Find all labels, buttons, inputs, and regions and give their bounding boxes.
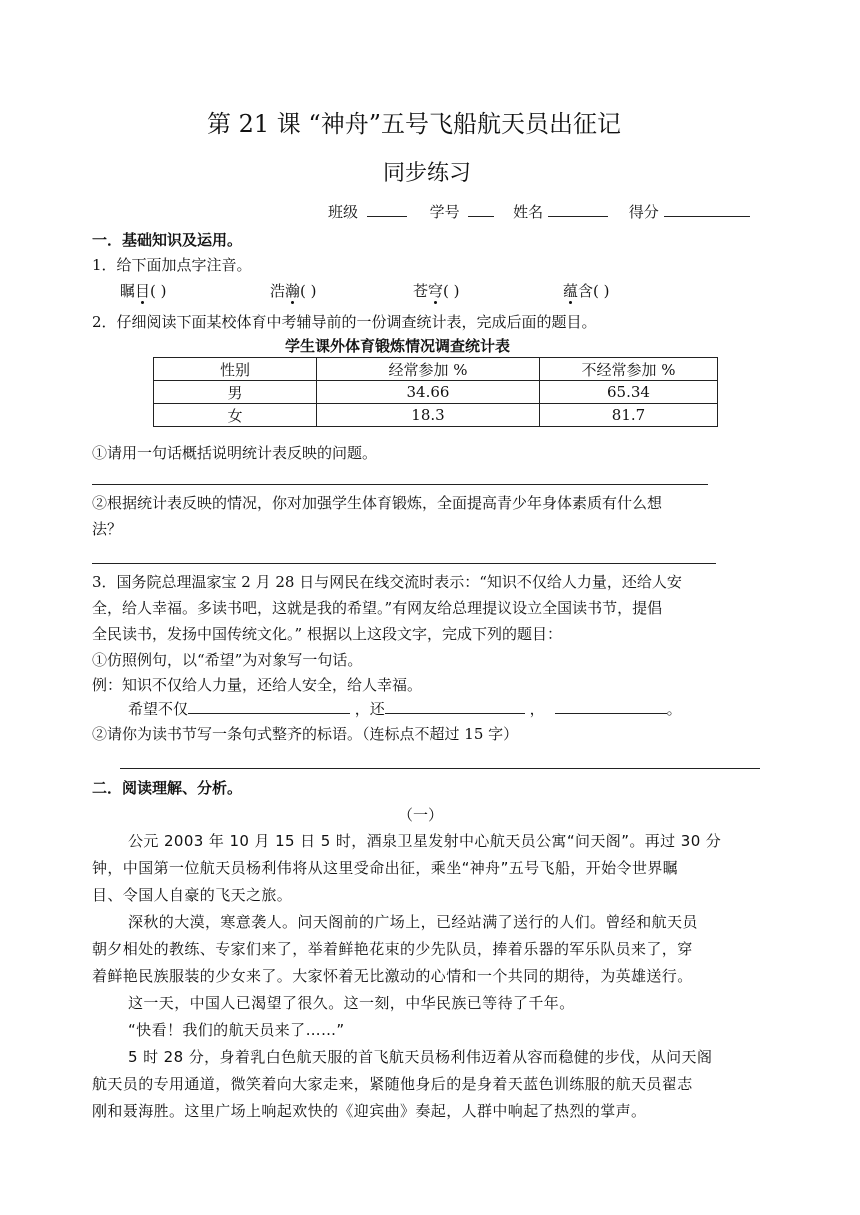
fill-blank-2[interactable]	[385, 697, 525, 714]
dotted-char: 瀚	[285, 282, 301, 300]
q2-sub2-line2: 法？	[92, 520, 123, 538]
fill-blank-3[interactable]	[555, 697, 667, 714]
table-cell: 34.66	[317, 381, 540, 404]
name-label: 姓名	[513, 203, 544, 221]
q3-example: 例：知识不仅给人力量，还给人安全，给人幸福。	[92, 676, 423, 694]
section2-heading: 二．阅读理解、分析。	[92, 779, 243, 797]
q1-word-4: 蕴含( )	[563, 282, 610, 300]
score-label: 得分	[628, 203, 659, 221]
q1-word-1: 瞩目( )	[120, 282, 167, 300]
number-label: 学号	[429, 203, 460, 221]
answer-line[interactable]	[92, 563, 716, 564]
fill-end: 。	[666, 700, 682, 718]
dotted-char: 蕴	[563, 282, 579, 300]
passage-line: 5 时 28 分，身着乳白色航天服的首飞航天员杨利伟迈着从容而稳健的步伐，从问天阁	[128, 1048, 713, 1066]
table-cell: 81.7	[540, 404, 718, 427]
class-field[interactable]	[367, 200, 407, 217]
passage-line: 公元 2003 年 10 月 15 日 5 时，酒泉卫星发射中心航天员公寓“问天阁”。再过 30 分	[128, 832, 722, 850]
q2-sub1: ①请用一句话概括说明统计表反映的问题。	[92, 444, 378, 462]
q1-prompt: 1．给下面加点字注音。	[92, 256, 252, 274]
q3-sub2: ②请你为读书节写一条句式整齐的标语。（连标点不超过 15 字）	[92, 725, 519, 743]
fill-lead: 希望不仅	[128, 700, 189, 718]
passage-line: “快看！我们的航天员来了……”	[128, 1021, 345, 1039]
number-field[interactable]	[468, 200, 494, 217]
score-field[interactable]	[664, 200, 750, 217]
reading-part-label: （一）	[398, 806, 444, 824]
passage-line: 这一天，中国人已渴望了很久。这一刻，中华民族已等待了千年。	[128, 994, 575, 1012]
passage-line: 朝夕相处的教练、专家们来了，举着鲜艳花束的少先队员，捧着乐器的军乐队员来了，穿	[92, 940, 693, 958]
table-header-cell: 性别	[154, 358, 317, 381]
answer-line[interactable]	[92, 484, 708, 485]
fill-sep: ，	[529, 700, 545, 718]
table-header-cell: 不经常参加 %	[540, 358, 718, 381]
class-label: 班级	[328, 203, 359, 221]
table-cell: 女	[154, 404, 317, 427]
passage-line: 着鲜艳民族服装的少女来了。大家怀着无比激动的心情和一个共同的期待，为英雄送行。	[92, 967, 693, 985]
table-cell: 18.3	[317, 404, 540, 427]
passage-line: 深秋的大漠，寒意袭人。问天阁前的广场上，已经站满了送行的人们。曾经和航天员	[128, 913, 698, 931]
table-header-row	[154, 358, 718, 381]
passage-line: 刚和聂海胜。这里广场上响起欢快的《迎宾曲》奏起，人群中响起了热烈的掌声。	[92, 1102, 647, 1120]
dotted-char: 目	[135, 282, 151, 300]
table-row	[154, 381, 718, 404]
student-info-row	[328, 200, 750, 224]
answer-line[interactable]	[120, 768, 760, 769]
passage-line: 钟，中国第一位航天员杨利伟将从这里受命出征，乘坐“神舟”五号飞船，开始令世界瞩	[92, 859, 679, 877]
q3-line2: 全，给人幸福。多读书吧，这就是我的希望。”有网友给总理提议设立全国读书节，提倡	[92, 599, 663, 617]
table-cell: 65.34	[540, 381, 718, 404]
name-field[interactable]	[548, 200, 608, 217]
section1-heading: 一．基础知识及运用。	[92, 231, 243, 249]
table-row	[154, 404, 718, 427]
q1-word-2: 浩瀚( )	[270, 282, 317, 300]
page-subtitle: 同步练习	[383, 161, 472, 186]
page-title: 第 21 课 “神舟”五号飞船航天员出征记	[207, 110, 621, 138]
fill-blank-1[interactable]	[188, 697, 350, 714]
passage-line: 目、令国人自豪的飞天之旅。	[92, 886, 293, 904]
q3-sub1: ①仿照例句，以“希望”为对象写一句话。	[92, 651, 363, 669]
table-title: 学生课外体育锻炼情况调查统计表	[285, 337, 511, 355]
dotted-char: 穹	[428, 282, 444, 300]
q2-sub2-line1: ②根据统计表反映的情况，你对加强学生体育锻炼，全面提高青少年身体素质有什么想	[92, 494, 663, 512]
passage-line: 航天员的专用通道，微笑着向大家走来，紧随他身后的是身着天蓝色训练服的航天员翟志	[92, 1075, 693, 1093]
q3-line3: 全民读书，发扬中国传统文化。” 根据以上这段文字，完成下列的题目：	[92, 625, 562, 643]
survey-table	[153, 357, 718, 427]
table-cell: 男	[154, 381, 317, 404]
fill-mid: ，还	[354, 700, 385, 718]
q2-prompt: 2．仔细阅读下面某校体育中考辅导前的一份调查统计表，完成后面的题目。	[92, 313, 597, 331]
table-header-cell: 经常参加 %	[317, 358, 540, 381]
q1-word-3: 苍穹( )	[413, 282, 460, 300]
q3-line1: 3．国务院总理温家宝 2 月 28 日与网民在线交流时表示：“知识不仅给人力量，还给人安	[92, 573, 682, 591]
q3-fill-row	[128, 697, 682, 721]
